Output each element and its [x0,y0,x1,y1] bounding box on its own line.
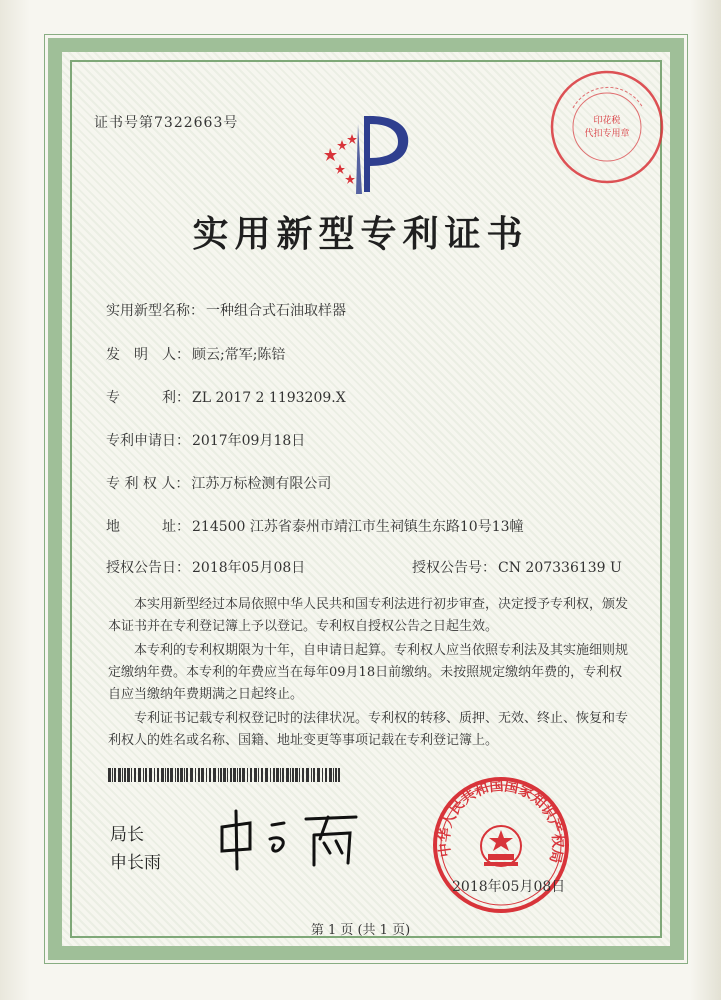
svg-text:印花税: 印花税 [593,116,621,126]
field-label: 发 明 人： [106,347,190,363]
field-label: 授权公告日： [106,560,190,576]
field-name [106,300,346,320]
paragraph: 专利证书记载专利权登记时的法律状况。专利权的转移、质押、无效、终止、恢复和专利权人的姓名或名称、国籍、地址变更等事项记载在专利登记簿上。 [108,711,629,748]
field-value: 顾云;常军;陈锫 [192,347,286,363]
patent-office-logo-icon [318,110,414,200]
field-address [106,516,524,536]
paragraph: 本实用新型经过本局依照中华人民共和国专利法进行初步审查，决定授予专利权，颁发本证书并在专利登记簿上予以登记。专利权自授权公告之日起生效。 [108,597,629,634]
field-value: 一种组合式石油取样器 [206,303,346,319]
certificate-text [108,594,628,754]
field-label: 专 利 权 人： [106,476,190,492]
svg-text:中华人民共和国国家知识产权局 [436,777,567,864]
signature-title: 局长 [110,825,144,845]
certificate-title: 实用新型专利证书 [192,213,529,255]
field-value: ZL 2017 2 1193209.X [192,390,346,406]
field-label: 专利申请日： [106,433,190,449]
field-patent-number [106,387,346,407]
barcode-icon [108,768,340,782]
field-label: 地 址： [106,519,190,535]
certificate-number: 证书号第7322663号 [94,115,239,131]
field-inventors [106,344,285,364]
field-patentee [106,473,331,493]
field-value: 2018年05月08日 [192,560,306,576]
field-application-date [106,430,305,450]
svg-text:代扣专用章: 代扣专用章 [584,129,630,139]
signature-name: 申长雨 [110,853,161,873]
field-announcement [106,557,305,577]
field-label: 实用新型名称： [106,303,204,319]
field-value: 江苏万标检测有限公司 [191,476,332,492]
field-label: 专 利： [106,390,190,406]
field-value: CN 207336139 U [498,560,622,576]
field-label: 授权公告号： [412,560,496,576]
seal-date: 2018年05月08日 [452,879,566,895]
paragraph: 本专利的专利权期限为十年，自申请日起算。专利权人应当依照专利法及其实施细则规定缴纳年费。本专利的年费应当在每年09月18日前缴纳。未按照规定缴纳年费的，专利权自应当缴纳年费期满之日起终止。 [108,643,629,702]
field-announcement-number [412,557,622,577]
page-number: 第 1 页 (共 1 页) [310,923,411,938]
field-value: 214500 江苏省泰州市靖江市生祠镇生东路10号13幢 [192,519,524,535]
field-value: 2017年09月18日 [192,433,306,449]
handwritten-signature-icon [210,805,370,875]
tax-stamp-icon [548,68,666,186]
seal-text: 中华人民共和国国家知识产权局 [436,778,566,865]
